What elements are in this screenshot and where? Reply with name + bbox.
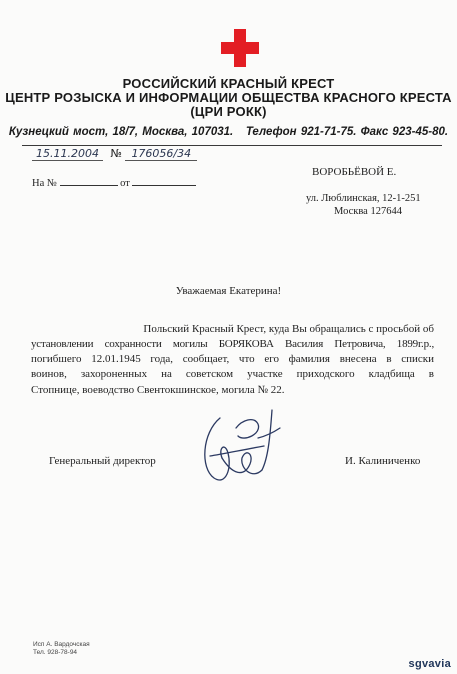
org-address: Кузнецкий мост, 18/7, Москва, 107031. Телефон 921-71-75. Факс 923-45-80. <box>8 126 449 138</box>
executor-name: Исп А. Вардочская <box>33 641 90 648</box>
org-subtitle: ЦЕНТР РОЗЫСКА И ИНФОРМАЦИИ ОБЩЕСТВА КРАСНОГО КРЕСТА <box>5 90 452 105</box>
reference-date-label: от <box>120 178 130 189</box>
body-line: воинов, захороненных на советском участке приходского кладбища в <box>31 368 434 380</box>
executor-phone: Тел. 928-78-94 <box>33 649 78 656</box>
body-line: Стопнице, воеводство Свентокшинское, могила № 22. <box>31 384 285 396</box>
salutation: Уважаемая Екатерина! <box>175 285 282 297</box>
handwritten-signature <box>192 398 282 493</box>
body-line: установлении сохранности могилы БОРЯКОВА Василия Петровича, 1899г.р., <box>31 338 434 350</box>
recipient-name: ВОРОБЬЁВОЙ Е. <box>312 166 397 178</box>
header-divider <box>22 145 442 146</box>
signatory-name: И. Калиниченко <box>345 455 421 467</box>
reference-number-label: На № <box>32 178 57 189</box>
red-cross-icon <box>221 29 259 67</box>
registration-line <box>32 147 242 160</box>
signatory-position: Генеральный директор <box>49 455 156 467</box>
registration-date: 15.11.2004 <box>32 147 103 161</box>
reference-number-blank <box>60 176 118 186</box>
registration-number-label: № <box>110 147 122 160</box>
recipient-street: ул. Люблинская, 12-1-251 <box>306 193 421 204</box>
recipient-city: Москва 127644 <box>334 206 402 217</box>
org-abbrev: (ЦРИ РОКК) <box>190 104 267 119</box>
site-watermark: sgvavia <box>408 658 451 670</box>
registration-number: 176056/34 <box>125 147 197 161</box>
body-line: Польский Красный Крест, куда Вы обращались с просьбой об <box>143 323 434 335</box>
body-line: погибшего 12.01.1945 года, сообщает, что его фамилия внесена в списки <box>31 353 434 365</box>
org-title: РОССИЙСКИЙ КРАСНЫЙ КРЕСТ <box>122 76 335 91</box>
reference-date-blank <box>132 176 196 186</box>
reference-line <box>32 176 196 189</box>
